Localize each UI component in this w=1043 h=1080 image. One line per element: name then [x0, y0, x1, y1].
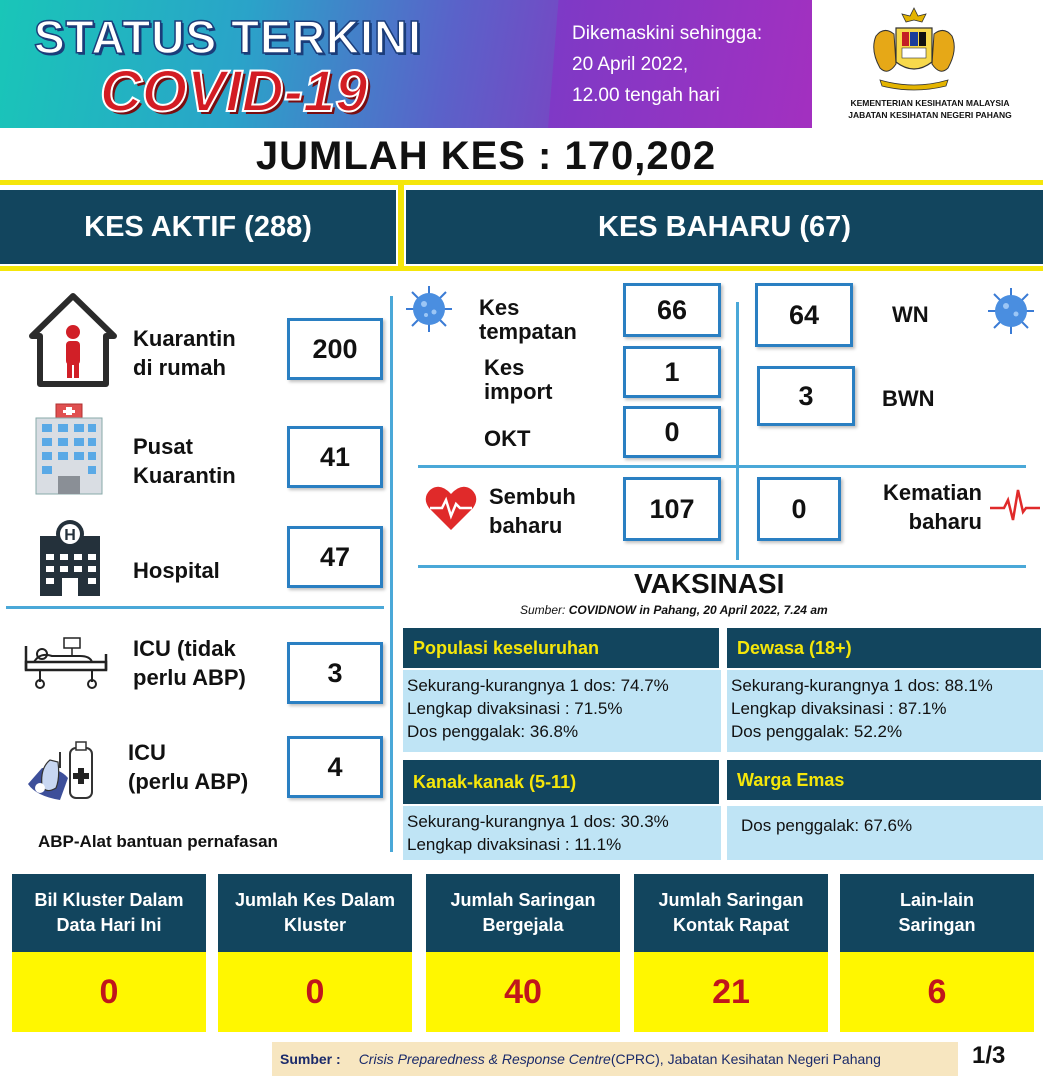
footer-source-rest: (CPRC), Jabatan Kesihatan Negeri Pahang — [610, 1051, 881, 1067]
title-status: STATUS TERKINI — [34, 11, 422, 63]
deaths-value: 0 — [757, 477, 841, 541]
vax-line: Sekurang-kurangnya 1 dos: 30.3% — [407, 812, 669, 831]
stat-cluster-cases-value: 0 — [218, 952, 412, 1032]
vax-group-title-children: Kanak-kanak (5-11) — [403, 760, 719, 804]
divider-vertical-new — [736, 302, 739, 560]
vax-group-adult — [727, 670, 1043, 752]
stat-symptomatic-screening-label — [426, 874, 620, 952]
label-line: Kes — [479, 295, 520, 320]
icu-abp-value: 4 — [287, 736, 383, 798]
label-bwn: BWN — [882, 386, 935, 411]
wn-value: 64 — [755, 283, 853, 347]
heart-icon — [424, 484, 478, 532]
updated-line-2: 20 April 2022, — [572, 54, 689, 75]
stat-clusters-today-value: 0 — [12, 952, 206, 1032]
label-line: Sembuh — [489, 484, 576, 509]
stat-clusters-today-label — [12, 874, 206, 952]
label-line: Kes — [484, 355, 525, 380]
okt-value: 0 — [623, 406, 721, 458]
local-cases-value: 66 — [623, 283, 721, 337]
label-quarantine-centre — [133, 432, 236, 490]
label-deaths — [850, 478, 982, 536]
hospital-bed-icon — [20, 632, 110, 690]
building-icon — [28, 402, 110, 496]
footer-source-italic: Crisis Preparedness & Response Centre — [358, 1051, 611, 1067]
recovered-value: 107 — [623, 477, 721, 541]
heartbeat-icon — [990, 486, 1040, 526]
label-line: tempatan — [479, 319, 577, 344]
stat-label-line: Data Hari Ini — [56, 915, 162, 935]
vax-line: Dos penggalak: 67.6% — [741, 816, 913, 835]
stat-label-line: Lain-lain — [899, 890, 974, 910]
vax-line: Lengkap divaksinasi : 71.5% — [407, 699, 623, 718]
svg-text:H: H — [64, 527, 76, 544]
stat-label-line: Kontak Rapat — [672, 915, 789, 935]
abp-note: ABP-Alat bantuan pernafasan — [38, 832, 278, 851]
yellow-rule-middle — [398, 185, 404, 269]
page-indicator: 1/3 — [972, 1042, 1006, 1069]
vax-line: Lengkap divaksinasi : 87.1% — [731, 699, 947, 718]
divider-vertical-main — [390, 296, 393, 852]
department-name: JABATAN KESIHATAN NEGERI PAHANG — [848, 110, 1012, 120]
divider-active-icu — [6, 606, 384, 609]
label-line: Pusat — [133, 434, 193, 459]
import-cases-value: 1 — [623, 346, 721, 398]
title-covid: COVID-19 — [100, 59, 368, 124]
home-quarantine-value: 200 — [287, 318, 383, 380]
label-local-cases — [479, 296, 577, 344]
coat-of-arms-icon — [866, 6, 962, 94]
updated-line-3: 12.00 tengah hari — [572, 85, 720, 106]
label-recovered — [489, 482, 576, 540]
hospital-icon — [36, 516, 104, 598]
label-wn: WN — [892, 302, 929, 327]
ministry-name: KEMENTERIAN KESIHATAN MALAYSIA — [850, 98, 1010, 108]
label-line: (perlu ABP) — [128, 769, 249, 794]
vax-group-title-population: Populasi keseluruhan — [403, 628, 719, 668]
vax-group-title-elderly: Warga Emas — [727, 760, 1041, 800]
virus-icon — [986, 286, 1036, 336]
label-hospital: Hospital — [133, 558, 220, 583]
footer-label: Sumber : — [280, 1051, 341, 1067]
yellow-rule-bottom — [0, 266, 1043, 271]
vaccination-source — [520, 603, 828, 617]
vaccination-title: VAKSINASI — [634, 568, 785, 599]
stat-symptomatic-screening-value: 40 — [426, 952, 620, 1032]
total-cases: JUMLAH KES : 170,202 — [255, 134, 717, 178]
vax-line: Lengkap divaksinasi : 11.1% — [407, 835, 622, 854]
new-cases-header: KES BAHARU (67) — [406, 190, 1043, 264]
divider-new-recovered — [418, 465, 1026, 468]
icu-no-abp-value: 3 — [287, 642, 383, 704]
label-line: Kuarantin — [133, 463, 236, 488]
stat-label-line: Bergejala — [482, 915, 564, 935]
label-line: ICU — [128, 740, 166, 765]
stat-close-contact-screening-label — [634, 874, 828, 952]
quarantine-centre-value: 41 — [287, 426, 383, 488]
stat-label-line: Jumlah Saringan — [450, 890, 596, 910]
vax-group-elderly — [727, 806, 1043, 860]
hospital-value: 47 — [287, 526, 383, 588]
label-line: baharu — [908, 509, 982, 534]
source-prefix: Sumber: — [520, 603, 569, 617]
stat-label-line: Saringan — [898, 915, 976, 935]
stat-cluster-cases-label — [218, 874, 412, 952]
label-line: Kematian — [882, 480, 982, 505]
lungs-icon — [20, 738, 110, 808]
house-person-icon — [28, 292, 118, 388]
stat-label-line: Jumlah Kes Dalam — [234, 890, 396, 910]
label-line: baharu — [489, 513, 563, 538]
vax-line: Sekurang-kurangnya 1 dos: 88.1% — [731, 676, 993, 695]
label-line: Kuarantin — [133, 326, 236, 351]
vax-group-children — [403, 806, 721, 860]
label-icu-no-abp — [133, 634, 246, 692]
vax-line: Dos penggalak: 52.2% — [731, 722, 903, 741]
active-cases-header: KES AKTIF (288) — [0, 190, 396, 264]
label-import-cases — [484, 356, 552, 404]
stat-other-screening-value: 6 — [840, 952, 1034, 1032]
label-line: import — [484, 379, 553, 404]
stat-other-screening-label — [840, 874, 1034, 952]
bwn-value: 3 — [757, 366, 855, 426]
stat-label-line: Bil Kluster Dalam — [34, 890, 184, 910]
label-line: di rumah — [133, 355, 226, 380]
stat-label-line: Kluster — [283, 915, 346, 935]
updated-line-1: Dikemaskini sehingga: — [572, 23, 763, 44]
label-line: ICU (tidak — [133, 636, 236, 661]
label-okt: OKT — [484, 426, 531, 451]
stat-label-line: Jumlah Saringan — [658, 890, 804, 910]
updated-date — [572, 18, 762, 111]
vax-line: Sekurang-kurangnya 1 dos: 74.7% — [407, 676, 669, 695]
vax-line: Dos penggalak: 36.8% — [407, 722, 579, 741]
label-line: perlu ABP) — [133, 665, 246, 690]
yellow-rule-top — [0, 180, 1043, 185]
source-text: COVIDNOW in Pahang, 20 April 2022, 7.24 am — [568, 603, 828, 617]
label-icu-abp — [128, 738, 248, 796]
label-home-quarantine — [133, 324, 236, 382]
stat-close-contact-screening-value: 21 — [634, 952, 828, 1032]
virus-icon — [404, 284, 454, 334]
vax-group-title-adult: Dewasa (18+) — [727, 628, 1041, 668]
vax-group-population — [403, 670, 721, 752]
footer-source — [272, 1042, 958, 1076]
